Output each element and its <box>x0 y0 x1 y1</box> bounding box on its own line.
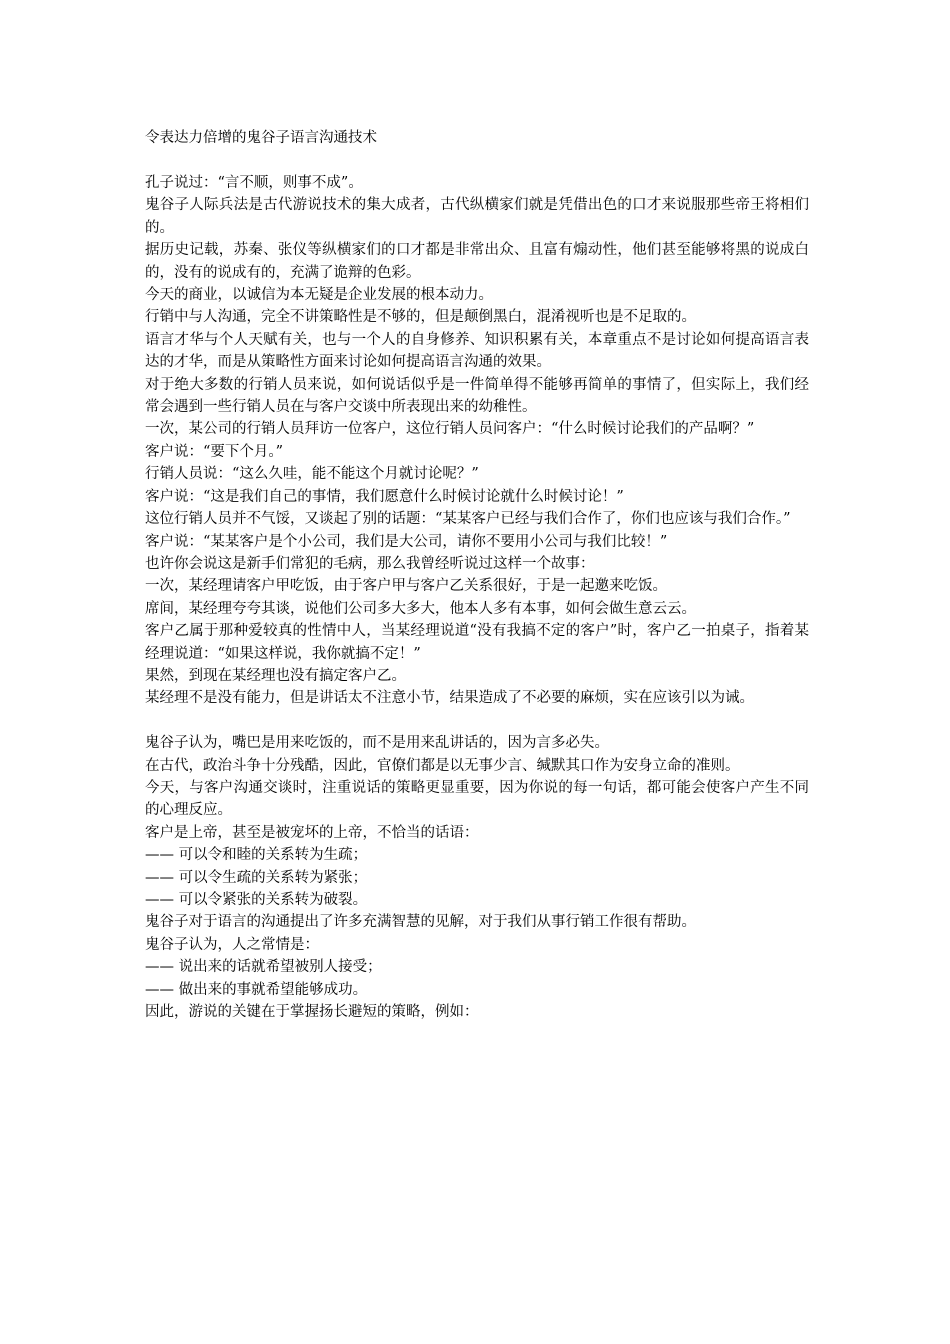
paragraph: 行销人员说：“这么久哇，能不能这个月就讨论呢？” <box>145 466 479 483</box>
paragraph: 客户说：“要下个月。” <box>145 443 284 460</box>
paragraph: 果然，到现在某经理也没有搞定客户乙。 <box>145 667 406 684</box>
list-item: —— 做出来的事就希望能够成功。 <box>145 981 368 998</box>
paragraph: 鬼谷子人际兵法是古代游说技术的集大成者，古代纵横家们就是凭借出色的口才来说服那些帝王将相们的。 <box>145 197 809 236</box>
paragraph: 鬼谷子对于语言的沟通提出了许多充满智慧的见解，对于我们从事行销工作很有帮助。 <box>145 914 696 931</box>
list-item: —— 可以令紧张的关系转为破裂。 <box>145 891 368 908</box>
paragraph: 一次，某经理请客户甲吃饭，由于客户甲与客户乙关系很好，于是一起邀来吃饭。 <box>145 578 667 595</box>
document-title: 令表达力倍增的鬼谷子语言沟通技术 <box>145 130 377 146</box>
paragraph: 因此，游说的关键在于掌握扬长避短的策略，例如： <box>145 1004 479 1021</box>
list-item: —— 可以令生疏的关系转为紧张； <box>145 869 368 886</box>
paragraph: 对于绝大多数的行销人员来说，如何说话似乎是一件简单得不能够再简单的事情了，但实际上，我们经常会遇到一些行销人员在与客户交谈中所表现出来的幼稚性。 <box>145 376 809 416</box>
paragraph: 语言才华与个人天赋有关，也与一个人的自身修养、知识积累有关，本章重点不是讨论如何提高语言表达的才华，而是从策略性方面来讨论如何提高语言沟通的效果。 <box>145 331 809 371</box>
paragraph: 行销中与人沟通，完全不讲策略性是不够的，但是颠倒黑白，混淆视听也是不足取的。 <box>145 309 696 326</box>
paragraph: 孔子说过：“言不顺，则事不成”。 <box>145 175 363 191</box>
paragraph: 鬼谷子认为，人之常情是： <box>145 936 319 953</box>
paragraph: 客户乙属于那种爱较真的性情中人，当某经理说道“没有我搞不定的客户”时，客户乙一拍桌子，指着某经理说道：“如果这样说，我你就搞不定！” <box>145 623 809 662</box>
paragraph: 据历史记载，苏秦、张仪等纵横家们的口才都是非常出众、且富有煽动性，他们甚至能够将黑的说成白的，没有的说成有的，充满了诡辩的色彩。 <box>145 242 809 281</box>
section-2 <box>145 732 809 1023</box>
list-item: —— 说出来的话就希望被别人接受； <box>145 959 382 976</box>
paragraph: 客户是上帝，甚至是被宠坏的上帝，不恰当的话语： <box>145 824 479 841</box>
paragraph: 这位行销人员并不气馁，又谈起了别的话题：“某某客户已经与我们合作了，你们也应该与我们合作。” <box>145 511 791 528</box>
paragraph: 某经理不是没有能力，但是讲话太不注意小节，结果造成了不必要的麻烦，实在应该引以为诫。 <box>145 690 754 707</box>
paragraph: 今天的商业，以诚信为本无疑是企业发展的根本动力。 <box>145 287 493 304</box>
list-item: —— 可以令和睦的关系转为生疏； <box>145 847 368 864</box>
section-1 <box>145 172 809 710</box>
paragraph: 在古代，政治斗争十分残酷，因此，官僚们都是以无事少言、缄默其口作为安身立命的准则。 <box>145 757 740 774</box>
paragraph-spacer <box>145 710 809 732</box>
paragraph: 今天，与客户沟通交谈时，注重说话的策略更显重要，因为你说的每一句话，都可能会使客户产生不同的心理反应。 <box>145 779 809 819</box>
paragraph: 席间，某经理夸夸其谈，说他们公司多大多大，他本人多有本事，如何会做生意云云。 <box>145 600 696 617</box>
paragraph: 鬼谷子认为，嘴巴是用来吃饭的，而不是用来乱讲话的，因为言多必失。 <box>145 735 609 752</box>
paragraph: 一次，某公司的行销人员拜访一位客户，这位行销人员问客户：“什么时候讨论我们的产品啊？” <box>145 421 755 438</box>
paragraph: 也许你会说这是新手们常犯的毛病，那么我曾经听说过这样一个故事： <box>145 555 595 572</box>
paragraph: 客户说：“这是我们自己的事情，我们愿意什么时候讨论就什么时候讨论！” <box>145 488 624 505</box>
paragraph: 客户说：“某某客户是个小公司，我们是大公司，请你不要用小公司与我们比较！” <box>145 533 668 550</box>
document-body <box>145 172 809 1023</box>
